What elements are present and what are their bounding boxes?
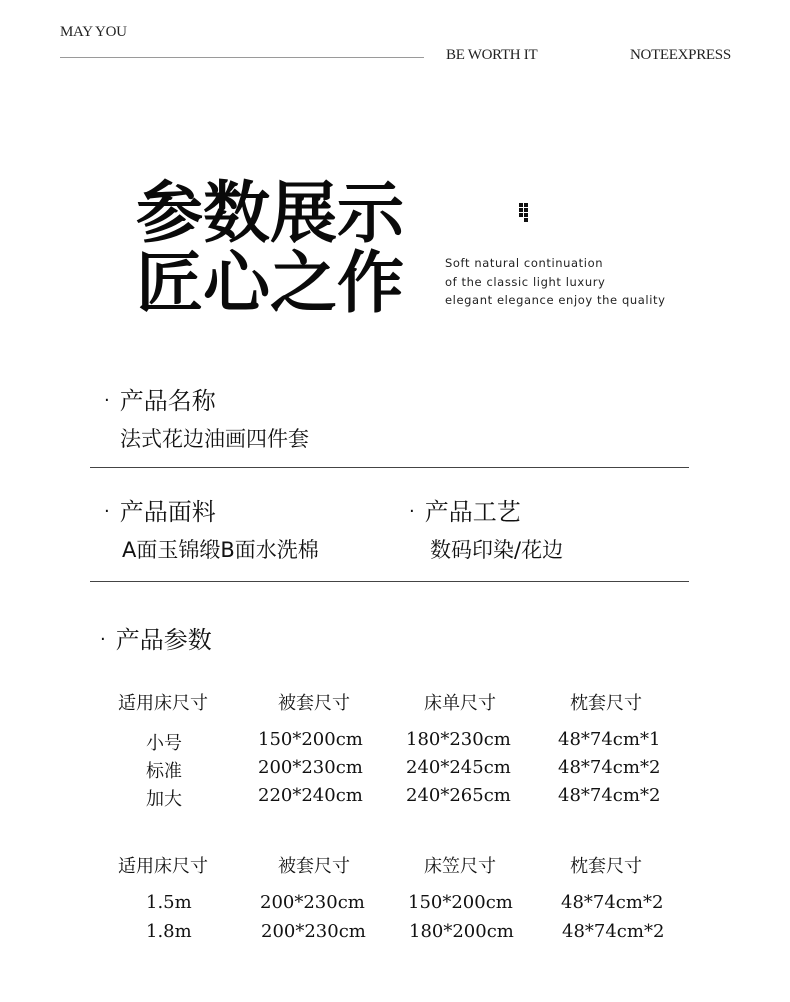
section-product-params xyxy=(100,620,212,655)
section-label: 产品工艺 xyxy=(424,498,521,526)
table-cell: 240*245cm xyxy=(406,757,511,778)
table-cell: 200*230cm xyxy=(258,757,363,778)
hero-subtitle xyxy=(445,254,666,310)
table-header-cell: 床单尺寸 xyxy=(424,693,496,714)
table-cell: 加大 xyxy=(146,789,182,810)
header-divider xyxy=(60,57,424,58)
header-left-text: MAY YOU xyxy=(60,24,127,40)
table-header-cell: 枕套尺寸 xyxy=(570,856,642,877)
table-cell: 48*74cm*2 xyxy=(558,785,661,806)
table-cell: 1.8m xyxy=(146,921,192,942)
bullet-dot: · xyxy=(100,629,106,650)
table-cell: 180*200cm xyxy=(409,921,514,942)
hero-subtitle-line: Soft natural continuation xyxy=(445,256,604,270)
table-cell: 220*240cm xyxy=(258,785,363,806)
section-label: 产品名称 xyxy=(119,387,216,415)
table-cell: 240*265cm xyxy=(406,785,511,806)
hero-title-line-2: 匠心之作 xyxy=(136,244,404,322)
table-header-cell: 被套尺寸 xyxy=(278,856,350,877)
bullet-dot: · xyxy=(104,501,110,522)
table-header-cell: 床笠尺寸 xyxy=(424,856,496,877)
table-cell: 200*230cm xyxy=(261,921,366,942)
header-right-text: NOTEEXPRESS xyxy=(630,47,731,63)
table-header-cell: 适用床尺寸 xyxy=(118,693,208,714)
table-cell: 180*230cm xyxy=(406,729,511,750)
table-cell: 1.5m xyxy=(146,892,192,913)
header-middle-text: BE WORTH IT xyxy=(446,47,538,63)
hero-subtitle-line: of the classic light luxury xyxy=(445,274,606,289)
hero-title xyxy=(136,174,404,322)
section-product-name xyxy=(104,381,216,416)
table-cell: 48*74cm*2 xyxy=(562,921,665,942)
table-cell: 48*74cm*2 xyxy=(558,757,661,778)
pixel-dots-icon xyxy=(519,203,531,223)
section-label: 产品参数 xyxy=(115,626,212,654)
hero-subtitle-line: elegant elegance enjoy the quality xyxy=(445,293,666,307)
table-cell: 标准 xyxy=(146,761,182,782)
bullet-dot: · xyxy=(409,501,415,522)
section-divider xyxy=(90,581,689,582)
table-cell: 200*230cm xyxy=(260,892,365,913)
table-cell: 小号 xyxy=(146,733,182,754)
table-cell: 48*74cm*2 xyxy=(561,892,664,913)
section-divider xyxy=(90,467,689,468)
table-cell: 48*74cm*1 xyxy=(558,729,661,750)
product-craft-value: 数码印染/花边 xyxy=(430,538,564,562)
section-product-fabric xyxy=(104,492,216,527)
table-header-cell: 枕套尺寸 xyxy=(570,693,642,714)
product-fabric-value: A面玉锦缎B面水洗棉 xyxy=(122,538,319,562)
section-label: 产品面料 xyxy=(119,498,216,526)
table-header-cell: 被套尺寸 xyxy=(278,693,350,714)
hero-title-line-1: 参数展示 xyxy=(136,174,404,252)
table-cell: 150*200cm xyxy=(258,729,363,750)
table-header-cell: 适用床尺寸 xyxy=(118,856,208,877)
section-product-craft xyxy=(409,492,521,527)
product-name-value: 法式花边油画四件套 xyxy=(120,427,309,451)
bullet-dot: · xyxy=(104,390,110,411)
table-cell: 150*200cm xyxy=(408,892,513,913)
